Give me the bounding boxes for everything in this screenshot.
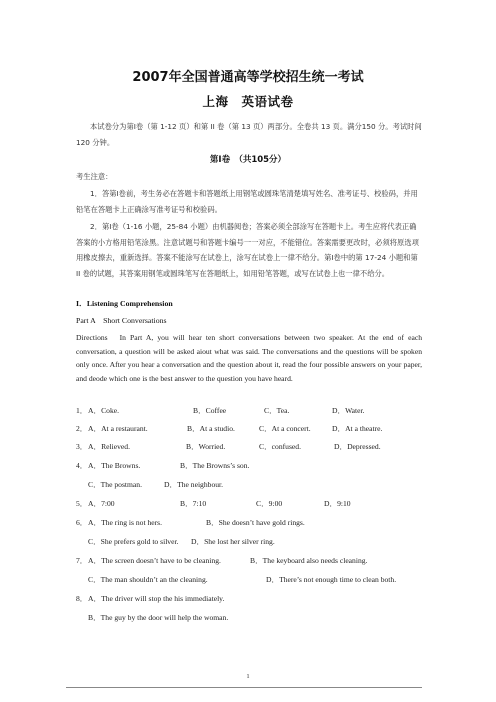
question-number: 1． xyxy=(76,406,88,415)
option-a: A．At a restaurant. xyxy=(88,424,148,433)
option-c: C．9:00 xyxy=(256,499,283,508)
option-b: B．The keyboard also needs cleaning. xyxy=(250,556,368,565)
question-2 xyxy=(76,423,426,435)
question-4-continued xyxy=(76,479,426,491)
option-c: C．She prefers gold to silver. xyxy=(88,537,179,546)
question-number: 5． xyxy=(76,499,88,508)
option-a: A．Coke. xyxy=(88,406,120,415)
exam-title: 2007年全国普通高等学校招生统一考试 xyxy=(132,70,364,85)
question-8 xyxy=(76,593,426,605)
notice-label: 考生注意： xyxy=(76,172,113,181)
option-b: B．The Browns’s son. xyxy=(180,461,250,470)
option-c: C．confused. xyxy=(259,442,301,451)
question-number: 2． xyxy=(76,424,88,433)
option-d: D．The neighbour. xyxy=(164,480,224,489)
question-number: 4． xyxy=(76,461,88,470)
question-4 xyxy=(76,460,426,472)
question-number: 3． xyxy=(76,442,88,451)
page-number: 1 xyxy=(246,673,250,680)
question-7-continued xyxy=(76,574,426,586)
option-b: B．Coffee xyxy=(193,406,227,415)
option-b: B．7:10 xyxy=(180,499,207,508)
option-b: B．The guy by the door will help the woman. xyxy=(88,613,229,622)
question-7 xyxy=(76,555,426,567)
exam-intro: 本试卷分为第Ⅰ卷（第 1-12 页）和第 II 卷（第 13 页）两部分。全卷共 13 页。满分150 分。考试时间 120 分钟。 xyxy=(76,122,422,147)
option-a: A．7:00 xyxy=(88,499,115,508)
footer-divider xyxy=(66,687,422,688)
option-d: D．There’s not enough time to clean both. xyxy=(266,575,397,584)
question-8-continued xyxy=(76,612,426,624)
question-5 xyxy=(76,498,426,510)
option-b: B．Worried. xyxy=(186,442,226,451)
option-a: A．The ring is not hers. xyxy=(88,518,163,527)
option-d: D．Depressed. xyxy=(334,442,381,451)
question-3 xyxy=(76,441,426,453)
notice-item-2: 2．第Ⅰ卷（1-16 小题，25-84 小题）由机器阅卷；答案必须全部涂写在答题卡上。考生应将代表正确答案的小方格用铅笔涂黑。注意试题号和答题卡编号一一对应，不能错位。答案需要更改时，必须将原选项用橡皮擦去，重新选择。答案不能涂写在试卷上，涂写在试卷上一律不给分。第Ⅰ卷中的第 17-24 小题和第 II 卷的试题，其答案用钢笔或圆珠笔写在答题纸上，如用铅笔答题，或写在试卷上也一律不给分。 xyxy=(76,222,419,278)
section-title: 第Ⅰ卷 （共105分） xyxy=(209,155,287,165)
option-d: D．She lost her silver ring. xyxy=(191,537,275,546)
question-1 xyxy=(76,405,426,417)
question-number: 8． xyxy=(76,594,88,603)
question-6-continued xyxy=(76,536,426,548)
option-b: B．She doesn’t have gold rings. xyxy=(206,518,305,527)
notice-item-1: 1．答第Ⅰ卷前，考生务必在答题卡和答题纸上用钢笔或圆珠笔清楚填写姓名、准考证号、校验码，并用铅笔在答题卡上正确涂写准考证号和校验码。 xyxy=(76,189,418,214)
question-6 xyxy=(76,517,426,529)
option-c: C．At a concert. xyxy=(259,424,311,433)
option-a: A．The Browns. xyxy=(88,461,141,470)
option-c: C．The man shouldn’t an the cleaning. xyxy=(88,575,208,584)
part-a-heading: Part A Short Conversations xyxy=(76,316,167,325)
option-c: C．Tea. xyxy=(264,406,290,415)
option-a: A．The screen doesn’t have to be cleaning. xyxy=(88,556,221,565)
directions: Directions In Part A, you will hear ten short conversations between two speaker. At the end of each conversation, a question will be asked aiout what was said. The conversations and the questions will be spoken only once. After you hear a conversation and the question about it, read the four possible answers on your paper, and deode which one is the best answer to the question you have heard. xyxy=(76,333,422,383)
option-d: D．9:10 xyxy=(324,499,351,508)
question-number: 6． xyxy=(76,518,88,527)
question-number: 7． xyxy=(76,556,88,565)
option-d: D．Water. xyxy=(332,406,365,415)
exam-subtitle: 上海 英语试卷 xyxy=(202,94,294,109)
option-c: C．The postman. xyxy=(88,480,142,489)
option-a: A．The driver will stop the his immediately. xyxy=(88,594,225,603)
option-d: D．At a theatre. xyxy=(332,424,383,433)
option-b: B．At a studio. xyxy=(187,424,235,433)
part-heading: I．Listening Comprehension xyxy=(76,299,173,308)
option-a: A．Relieved. xyxy=(88,442,130,451)
